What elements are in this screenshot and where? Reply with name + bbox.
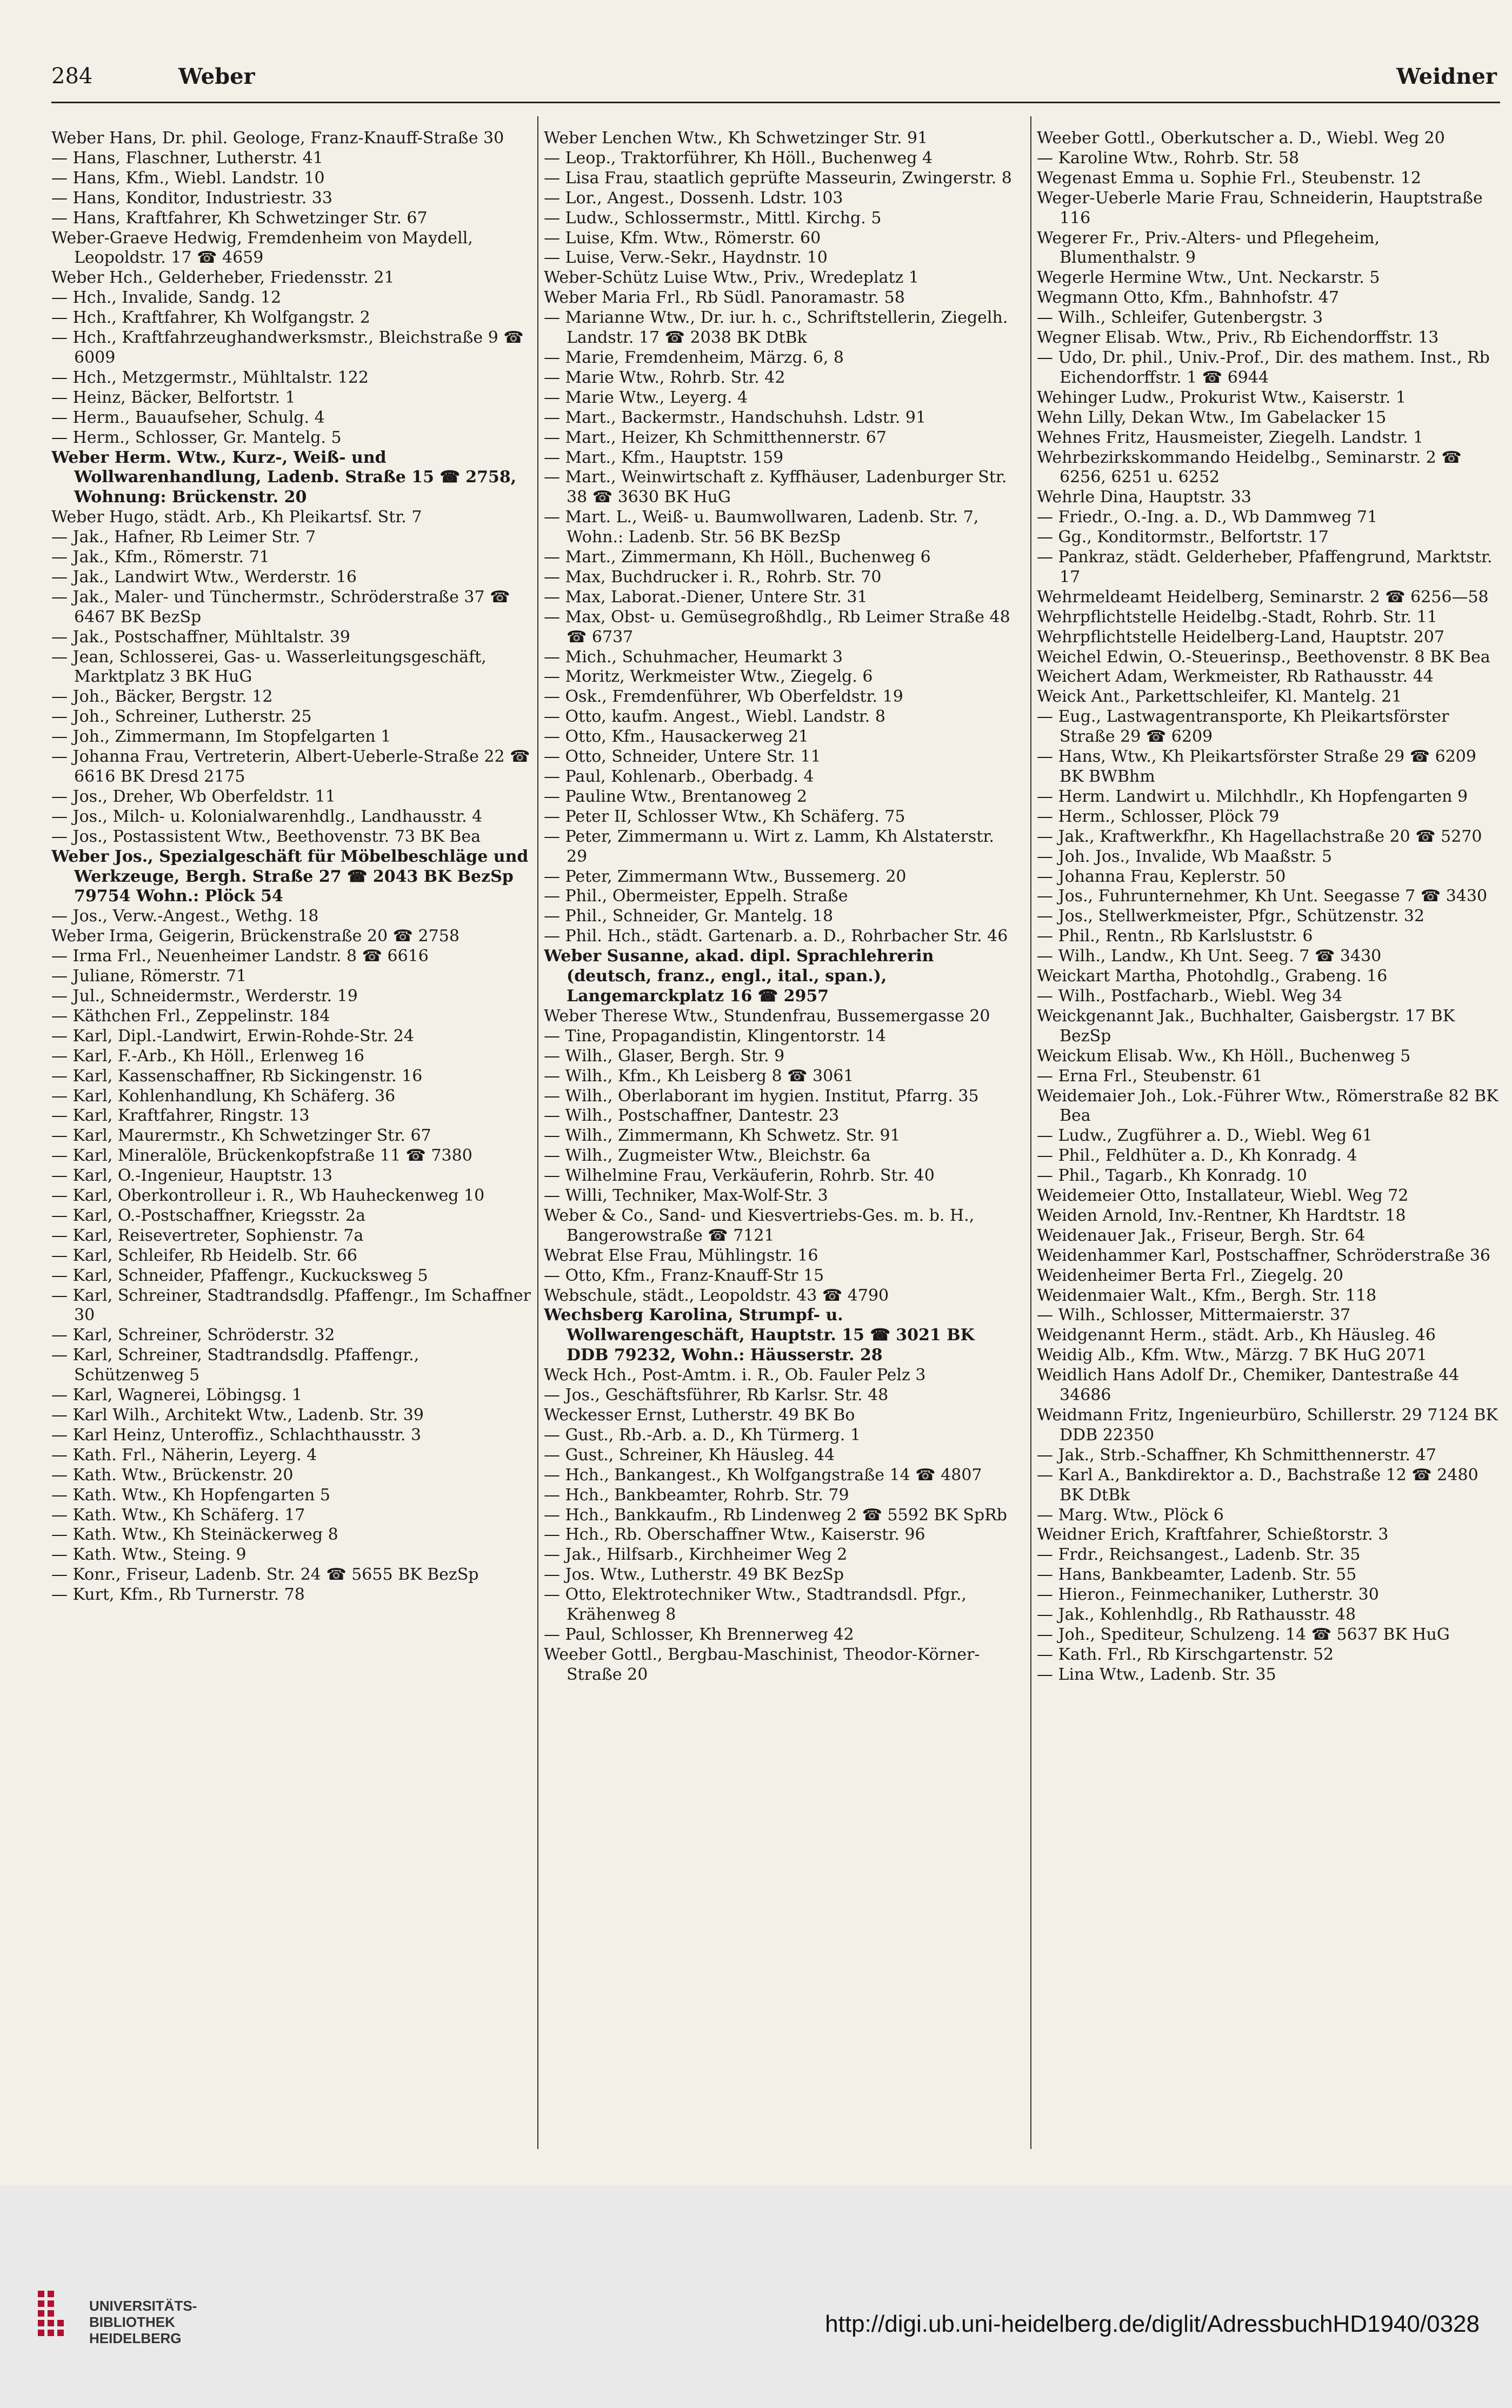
directory-entry: — Wilh., Schlosser, Mittermaierstr. 37	[1037, 1306, 1351, 1325]
page-header	[0, 64, 1512, 102]
directory-entry: — Phil. Hch., städt. Gartenarb. a. D., Rohrbacher Str. 46	[544, 927, 1008, 946]
directory-entry: — Luise, Verw.-Sekr., Haydnstr. 10	[544, 248, 828, 268]
library-line-1: UNIVERSITÄTS-	[89, 2298, 197, 2314]
directory-entry: — Jos., Geschäftsführer, Rb Karlsr. Str. 48	[544, 1386, 889, 1405]
directory-entry: Wehrpflichtstelle Heidelbg.-Stadt, Rohrb. Str. 11	[1037, 607, 1437, 627]
directory-entry: — Käthchen Frl., Zeppelinstr. 184	[51, 1006, 330, 1026]
directory-entry: — Jak., Kfm., Römerstr. 71	[51, 548, 270, 567]
directory-entry: — Jos., Dreher, Wb Oberfeldstr. 11	[51, 787, 336, 806]
directory-entry: — Paul, Schlosser, Kh Brennerweg 42	[544, 1625, 854, 1644]
directory-entry: Wehnes Fritz, Hausmeister, Ziegelh. Landstr. 1	[1037, 428, 1424, 447]
page-number: 284	[51, 64, 93, 89]
directory-entry: — Karl, Kassenschaffner, Rb Sickingenstr. 16	[51, 1066, 423, 1086]
source-url[interactable]: http://digi.ub.uni-heidelberg.de/diglit/AdressbuchHD1940/0328	[825, 2311, 1480, 2337]
directory-entry: — Wilh., Glaser, Bergh. Str. 9	[544, 1046, 785, 1066]
directory-entry: Wegerle Hermine Wtw., Unt. Neckarstr. 5	[1037, 268, 1380, 288]
directory-entry: — Wilh., Postschaffner, Dantestr. 23	[544, 1106, 840, 1126]
footer-bar	[0, 2185, 1512, 2408]
directory-entry: — Osk., Fremdenführer, Wb Oberfeldstr. 19	[544, 687, 903, 707]
directory-entry: — Hch., Invalide, Sandg. 12	[51, 288, 282, 308]
directory-entry: Weckesser Ernst, Lutherstr. 49 BK Bo	[544, 1406, 855, 1425]
directory-entry: Weichel Edwin, O.-Steuerinsp., Beethovenstr. 8 BK Bea	[1037, 647, 1490, 667]
directory-entry: Weger-Ueberle Marie Frau, Schneiderin, Hauptstraße 116	[1037, 188, 1483, 228]
directory-entry: Webrat Else Frau, Mühlingstr. 16	[544, 1246, 818, 1265]
library-name	[89, 2298, 197, 2346]
directory-entry: — Lor., Angest., Dossenh. Ldstr. 103	[544, 188, 843, 208]
directory-entry: — Kurt, Kfm., Rb Turnerstr. 78	[51, 1585, 305, 1605]
directory-entry: Wegenast Emma u. Sophie Frl., Steubenstr. 12	[1037, 168, 1421, 188]
header-rule	[51, 102, 1500, 103]
directory-entry: — Joh., Zimmermann, Im Stopfelgarten 1	[51, 727, 391, 747]
directory-entry: — Gg., Konditormstr., Belfortstr. 17	[1037, 528, 1329, 547]
directory-entry: — Hch., Bankangest., Kh Wolfgangstraße 14 ☎ 4807	[544, 1465, 982, 1485]
directory-entry: Wegerer Fr., Priv.-Alters- und Pflegeheim, Blumenthalstr. 9	[1037, 228, 1380, 268]
directory-entry: — Karl A., Bankdirektor a. D., Bachstraße 12 ☎ 2480 BK DtBk	[1037, 1465, 1478, 1505]
directory-entry: — Jean, Schlosserei, Gas- u. Wasserleitungsgeschäft, Marktplatz 3 BK HuG	[51, 647, 487, 687]
directory-entry: — Karl, O.-Postschaffner, Kriegsstr. 2a	[51, 1206, 365, 1225]
directory-entry: — Jak., Kraftwerkfhr., Kh Hagellachstraße 20 ☎ 5270	[1037, 827, 1482, 846]
directory-entry: — Phil., Rentn., Rb Karlsluststr. 6	[1037, 927, 1313, 946]
directory-entry: — Erna Frl., Steubenstr. 61	[1037, 1066, 1263, 1086]
directory-entry: — Mart. L., Weiß- u. Baumwollwaren, Ladenb. Str. 7, Wohn.: Ladenb. Str. 56 BK BezSp	[544, 508, 979, 547]
directory-entry: — Jos., Postassistent Wtw., Beethovenstr. 73 BK Bea	[51, 827, 481, 846]
directory-entry: — Jos., Verw.-Angest., Wethg. 18	[51, 907, 319, 926]
directory-entry: Weickum Elisab. Ww., Kh Höll., Buchenweg 5	[1037, 1046, 1411, 1066]
directory-entry: — Kath. Frl., Rb Kirschgartenstr. 52	[1037, 1645, 1334, 1664]
directory-entry: — Karl, Kohlenhandlung, Kh Schäferg. 36	[51, 1086, 396, 1106]
directory-entry: — Karl, Oberkontrolleur i. R., Wb Hauheckenweg 10	[51, 1186, 485, 1206]
directory-entry: — Jak., Kohlenhdlg., Rb Rathausstr. 48	[1037, 1605, 1356, 1625]
directory-entry: Weeber Gottl., Oberkutscher a. D., Wiebl. Weg 20	[1037, 129, 1445, 148]
directory-entry: — Karl, Schleifer, Rb Heidelb. Str. 66	[51, 1246, 358, 1265]
directory-entry: — Mart., Kfm., Hauptstr. 159	[544, 448, 784, 467]
directory-entry: Weiden Arnold, Inv.-Rentner, Kh Hardtstr. 18	[1037, 1206, 1406, 1225]
directory-column-1	[51, 129, 532, 2140]
directory-entry: — Johanna Frau, Vertreterin, Albert-Ueberle-Straße 22 ☎ 6616 BK Dresd 2175	[51, 747, 530, 786]
directory-entry: — Hch., Kraftfahrzeughandwerksmstr., Bleichstraße 9 ☎ 6009	[51, 328, 524, 367]
directory-entry: — Phil., Tagarb., Kh Konradg. 10	[1037, 1166, 1307, 1186]
directory-entry: — Otto, Kfm., Hausackerweg 21	[544, 727, 809, 747]
directory-entry: — Karl, Dipl.-Landwirt, Erwin-Rohde-Str. 24	[51, 1026, 414, 1046]
directory-entry: — Otto, Kfm., Franz-Knauff-Str 15	[544, 1266, 824, 1285]
directory-entry: — Karl Wilh., Architekt Wtw., Ladenb. Str. 39	[51, 1406, 424, 1425]
directory-entry: Weidner Erich, Kraftfahrer, Schießtorstr. 3	[1037, 1525, 1389, 1545]
directory-entry: Webschule, städt., Leopoldstr. 43 ☎ 4790	[544, 1286, 889, 1305]
directory-entry: Weber Hugo, städt. Arb., Kh Pleikartsf. Str. 7	[51, 508, 422, 527]
directory-entry: Weick Ant., Parkettschleifer, Kl. Mantelg. 21	[1037, 687, 1402, 707]
directory-entry: — Karl, Wagnerei, Löbingsg. 1	[51, 1386, 303, 1405]
directory-column-3	[1037, 129, 1502, 2140]
directory-entry: — Herm., Schlosser, Gr. Mantelg. 5	[51, 428, 342, 447]
directory-entry: — Hans, Flaschner, Lutherstr. 41	[51, 148, 323, 168]
directory-entry: Weber Herm. Wtw., Kurz-, Weiß- und Wollwarenhandlung, Ladenb. Straße 15 ☎ 2758, Wohnung: Brückenstr. 20	[51, 448, 517, 507]
directory-entry: — Max, Laborat.-Diener, Untere Str. 31	[544, 587, 868, 607]
directory-entry: — Wilh., Postfacharb., Wiebl. Weg 34	[1037, 986, 1343, 1006]
directory-entry: — Wilh., Zimmermann, Kh Schwetz. Str. 91	[544, 1126, 901, 1146]
directory-entry: — Jak., Landwirt Wtw., Werderstr. 16	[51, 567, 357, 587]
directory-entry: — Jos., Fuhrunternehmer, Kh Unt. Seegasse 7 ☎ 3430	[1037, 887, 1488, 906]
directory-entry: Weber Hch., Gelderheber, Friedensstr. 21	[51, 268, 395, 288]
directory-entry: — Hch., Metzgermstr., Mühltalstr. 122	[51, 368, 369, 387]
directory-entry: Wegner Elisab. Wtw., Priv., Rb Eichendorffstr. 13	[1037, 328, 1439, 348]
right-running-heading: Weidner	[1396, 64, 1497, 89]
directory-entry: — Hans, Kfm., Wiebl. Landstr. 10	[51, 168, 325, 188]
directory-entry: — Mart., Zimmermann, Kh Höll., Buchenweg 6	[544, 548, 931, 567]
directory-entry: — Max, Obst- u. Gemüsegroßhdlg., Rb Leimer Straße 48 ☎ 6737	[544, 607, 1010, 647]
directory-entry: — Karl, Mineralöle, Brückenkopfstraße 11 ☎ 7380	[51, 1146, 472, 1166]
directory-entry: — Karl, Schneider, Pfaffengr., Kuckucksweg 5	[51, 1266, 428, 1285]
directory-entry: — Gust., Schreiner, Kh Häusleg. 44	[544, 1445, 835, 1465]
directory-entry: Weickgenannt Jak., Buchhalter, Gaisbergstr. 17 BK BezSp	[1037, 1006, 1455, 1046]
directory-entry: — Ludw., Zugführer a. D., Wiebl. Weg 61	[1037, 1126, 1373, 1146]
directory-entry: Wehrbezirkskommando Heidelbg., Seminarstr. 2 ☎ 6256, 6251 u. 6252	[1037, 448, 1462, 487]
directory-entry: — Herm. Landwirt u. Milchhdlr., Kh Hopfengarten 9	[1037, 787, 1468, 806]
directory-entry: — Hch., Kraftfahrer, Kh Wolfgangstr. 2	[51, 308, 370, 328]
directory-entry: — Leop., Traktorführer, Kh Höll., Buchenweg 4	[544, 148, 933, 168]
directory-entry: — Phil., Schneider, Gr. Mantelg. 18	[544, 907, 834, 926]
directory-entry: — Marie, Fremdenheim, Märzg. 6, 8	[544, 348, 844, 367]
directory-entry: — Paul, Kohlenarb., Oberbadg. 4	[544, 767, 814, 786]
directory-column-2	[544, 129, 1020, 2140]
directory-entry: Weickart Martha, Photohdlg., Grabeng. 16	[1037, 967, 1388, 986]
directory-entry: — Hieron., Feinmechaniker, Lutherstr. 30	[1037, 1585, 1379, 1605]
directory-entry: Weidemaier Joh., Lok.-Führer Wtw., Römerstraße 82 BK Bea	[1037, 1086, 1498, 1126]
directory-entry: — Eug., Lastwagentransporte, Kh Pleikartsförster Straße 29 ☎ 6209	[1037, 707, 1449, 747]
directory-entry: — Jak., Maler- und Tünchermstr., Schröderstraße 37 ☎ 6467 BK BezSp	[51, 587, 510, 627]
column-divider	[537, 116, 538, 2149]
directory-entry: — Mart., Weinwirtschaft z. Kyffhäuser, Ladenburger Str. 38 ☎ 3630 BK HuG	[544, 468, 1007, 507]
directory-entry: Wehn Lilly, Dekan Wtw., Im Gabelacker 15	[1037, 408, 1387, 427]
directory-entry: Wegmann Otto, Kfm., Bahnhofstr. 47	[1037, 288, 1340, 308]
directory-entry: — Kath. Frl., Näherin, Leyerg. 4	[51, 1445, 317, 1465]
directory-entry: — Irma Frl., Neuenheimer Landstr. 8 ☎ 6616	[51, 947, 429, 966]
directory-entry: — Karl, Kraftfahrer, Ringstr. 13	[51, 1106, 310, 1126]
directory-entry: — Karoline Wtw., Rohrb. Str. 58	[1037, 148, 1300, 168]
directory-entry: — Kath. Wtw., Brückenstr. 20	[51, 1465, 294, 1485]
directory-entry: — Jos. Wtw., Lutherstr. 49 BK BezSp	[544, 1565, 844, 1585]
directory-entry: Weidemeier Otto, Installateur, Wiebl. Weg 72	[1037, 1186, 1409, 1206]
directory-entry: Weber Susanne, akad. dipl. Sprachlehrerin (deutsch, franz., engl., ital., span.), Langemarckplatz 16 ☎ 2957	[544, 947, 934, 1006]
directory-entry: — Mich., Schuhmacher, Heumarkt 3	[544, 647, 843, 667]
directory-entry: — Hch., Rb. Oberschaffner Wtw., Kaiserstr. 96	[544, 1525, 925, 1545]
directory-entry: — Hans, Bankbeamter, Ladenb. Str. 55	[1037, 1565, 1357, 1585]
directory-entry: — Herm., Schlosser, Plöck 79	[1037, 807, 1280, 826]
directory-entry: — Otto, kaufm. Angest., Wiebl. Landstr. 8	[544, 707, 885, 727]
directory-entry: — Wilh., Kfm., Kh Leisberg 8 ☎ 3061	[544, 1066, 854, 1086]
directory-entry: — Kath. Wtw., Steing. 9	[51, 1545, 247, 1565]
directory-entry: — Otto, Elektrotechniker Wtw., Stadtrandsdl. Pfgr., Krähenweg 8	[544, 1585, 967, 1625]
directory-entry: — Luise, Kfm. Wtw., Römerstr. 60	[544, 228, 821, 248]
directory-entry: Weber-Schütz Luise Wtw., Priv., Wredeplatz 1	[544, 268, 919, 288]
directory-entry: — Karl, F.-Arb., Kh Höll., Erlenweg 16	[51, 1046, 365, 1066]
directory-entry: Weeber Gottl., Bergbau-Maschinist, Theodor-Körner-Straße 20	[544, 1645, 980, 1684]
library-logo-icon	[38, 2291, 64, 2345]
directory-entry: — Wilh., Landw., Kh Unt. Seeg. 7 ☎ 3430	[1037, 947, 1382, 966]
directory-entry: — Kath. Wtw., Kh Hopfengarten 5	[51, 1485, 330, 1505]
directory-entry: — Hch., Bankbeamter, Rohrb. Str. 79	[544, 1485, 849, 1505]
directory-entry: — Kath. Wtw., Kh Schäferg. 17	[51, 1505, 305, 1525]
directory-entry: — Marie Wtw., Leyerg. 4	[544, 388, 748, 407]
directory-entry: — Peter, Zimmermann u. Wirt z. Lamm, Kh Alstaterstr. 29	[544, 827, 994, 866]
directory-entry: — Gust., Rb.-Arb. a. D., Kh Türmerg. 1	[544, 1425, 861, 1445]
directory-entry: Weber Jos., Spezialgeschäft für Möbelbeschläge und Werkzeuge, Bergh. Straße 27 ☎ 2043 BK BezSp 79754 Wohn.: Plöck 54	[51, 847, 529, 906]
directory-entry: — Hans, Kraftfahrer, Kh Schwetzinger Str. 67	[51, 208, 428, 228]
directory-entry: Weidenheimer Berta Frl., Ziegelg. 20	[1037, 1266, 1343, 1285]
directory-entry: — Karl, Maurermstr., Kh Schwetzinger Str. 67	[51, 1126, 431, 1146]
directory-entry: — Karl, Schreiner, Schröderstr. 32	[51, 1326, 335, 1345]
directory-entry: — Willi, Techniker, Max-Wolf-Str. 3	[544, 1186, 828, 1206]
library-line-2: BIBLIOTHEK	[89, 2314, 175, 2330]
directory-entry: — Udo, Dr. phil., Univ.-Prof., Dir. des mathem. Inst., Rb Eichendorffstr. 1 ☎ 6944	[1037, 348, 1490, 387]
directory-entry: Weidmann Fritz, Ingenieurbüro, Schillerstr. 29 7124 BK DDB 22350	[1037, 1406, 1498, 1445]
directory-entry: Weidenmaier Walt., Kfm., Bergh. Str. 118	[1037, 1286, 1377, 1305]
directory-entry: Weber Maria Frl., Rb Südl. Panoramastr. 58	[544, 288, 905, 308]
directory-entry: — Pauline Wtw., Brentanoweg 2	[544, 787, 808, 806]
directory-entry: Wechsberg Karolina, Strumpf- u. Wollwarengeschäft, Hauptstr. 15 ☎ 3021 BK DDB 79232, Wohn.: Häusserstr. 28	[544, 1306, 975, 1365]
directory-entry: — Marie Wtw., Rohrb. Str. 42	[544, 368, 785, 387]
directory-entry: — Jos., Milch- u. Kolonialwarenhdlg., Landhausstr. 4	[51, 807, 483, 826]
directory-entry: — Joh., Schreiner, Lutherstr. 25	[51, 707, 312, 727]
directory-entry: Weck Hch., Post-Amtm. i. R., Ob. Fauler Pelz 3	[544, 1366, 926, 1385]
directory-entry: Weidgenannt Herm., städt. Arb., Kh Häusleg. 46	[1037, 1326, 1436, 1345]
directory-entry: Weber Therese Wtw., Stundenfrau, Bussemergasse 20	[544, 1006, 990, 1026]
directory-entry: — Otto, Schneider, Untere Str. 11	[544, 747, 821, 767]
directory-entry: — Jak., Postschaffner, Mühltalstr. 39	[51, 627, 350, 647]
directory-entry: — Ludw., Schlossermstr., Mittl. Kirchg. 5	[544, 208, 882, 228]
directory-entry: Weichert Adam, Werkmeister, Rb Rathausstr. 44	[1037, 667, 1434, 687]
directory-entry: — Hans, Wtw., Kh Pleikartsförster Straße 29 ☎ 6209 BK BWBhm	[1037, 747, 1476, 786]
directory-entry: — Jul., Schneidermstr., Werderstr. 19	[51, 986, 358, 1006]
directory-entry: — Pankraz, städt. Gelderheber, Pfaffengrund, Marktstr. 17	[1037, 548, 1493, 587]
directory-entry: — Marianne Wtw., Dr. iur. h. c., Schriftstellerin, Ziegelh. Landstr. 17 ☎ 2038 BK DtBk	[544, 308, 1008, 348]
directory-entry: — Lina Wtw., Ladenb. Str. 35	[1037, 1665, 1276, 1684]
directory-entry: — Heinz, Bäcker, Belfortstr. 1	[51, 388, 296, 407]
directory-entry: — Johanna Frau, Keplerstr. 50	[1037, 867, 1286, 886]
directory-entry: — Karl, Schreiner, Stadtrandsdlg. Pfaffengr., Im Schaffner 30	[51, 1286, 531, 1325]
directory-entry: — Tine, Propagandistin, Klingentorstr. 14	[544, 1026, 887, 1046]
directory-entry: — Joh. Jos., Invalide, Wb Maaßstr. 5	[1037, 847, 1333, 866]
directory-entry: — Joh., Spediteur, Schulzeng. 14 ☎ 5637 BK HuG	[1037, 1625, 1450, 1644]
directory-entry: — Phil., Obermeister, Eppelh. Straße	[544, 887, 848, 906]
directory-entry: Weidlich Hans Adolf Dr., Chemiker, Dantestraße 44 34686	[1037, 1366, 1460, 1405]
directory-entry: Wehrmeldeamt Heidelberg, Seminarstr. 2 ☎ 6256—58	[1037, 587, 1489, 607]
directory-entry: — Jos., Stellwerkmeister, Pfgr., Schützenstr. 32	[1037, 907, 1425, 926]
directory-entry: — Jak., Hafner, Rb Leimer Str. 7	[51, 528, 316, 547]
directory-entry: — Moritz, Werkmeister Wtw., Ziegelg. 6	[544, 667, 873, 687]
directory-entry: — Jak., Hilfsarb., Kirchheimer Weg 2	[544, 1545, 848, 1565]
directory-entry: — Wilh., Oberlaborant im hygien. Institut, Pfarrg. 35	[544, 1086, 979, 1106]
directory-entry: — Wilhelmine Frau, Verkäuferin, Rohrb. Str. 40	[544, 1166, 935, 1186]
left-running-heading: Weber	[178, 64, 255, 89]
directory-entry: — Konr., Friseur, Ladenb. Str. 24 ☎ 5655 BK BezSp	[51, 1565, 479, 1585]
directory-entry: Weber Hans, Dr. phil. Geologe, Franz-Knauff-Straße 30	[51, 129, 504, 148]
directory-entry: Weber & Co., Sand- und Kiesvertriebs-Ges. m. b. H., Bangerowstraße ☎ 7121	[544, 1206, 975, 1245]
directory-entry: — Juliane, Römerstr. 71	[51, 967, 247, 986]
directory-entry: — Wilh., Zugmeister Wtw., Bleichstr. 6a	[544, 1146, 871, 1166]
directory-entry: — Karl, O.-Ingenieur, Hauptstr. 13	[51, 1166, 332, 1186]
library-line-3: HEIDELBERG	[89, 2330, 182, 2346]
directory-entry: — Jak., Strb.-Schaffner, Kh Schmitthennerstr. 47	[1037, 1445, 1436, 1465]
directory-entry: — Kath. Wtw., Kh Steinäckerweg 8	[51, 1525, 338, 1545]
directory-entry: Wehrpflichtstelle Heidelberg-Land, Hauptstr. 207	[1037, 627, 1445, 647]
directory-entry: Weidenhammer Karl, Postschaffner, Schröderstraße 36	[1037, 1246, 1491, 1265]
directory-entry: — Mart., Heizer, Kh Schmitthennerstr. 67	[544, 428, 887, 447]
directory-entry: Weber-Graeve Hedwig, Fremdenheim von Maydell, Leopoldstr. 17 ☎ 4659	[51, 228, 473, 268]
directory-entry: — Peter II, Schlosser Wtw., Kh Schäferg. 75	[544, 807, 905, 826]
directory-entry: Weber Lenchen Wtw., Kh Schwetzinger Str. 91	[544, 129, 928, 148]
directory-entry: — Lisa Frau, staatlich geprüfte Masseurin, Zwingerstr. 8	[544, 168, 1012, 188]
directory-entry: — Karl, Schreiner, Stadtrandsdlg. Pfaffengr., Schützenweg 5	[51, 1346, 419, 1385]
directory-entry: — Hans, Konditor, Industriestr. 33	[51, 188, 332, 208]
directory-entry: — Herm., Bauaufseher, Schulg. 4	[51, 408, 325, 427]
directory-entry: Weidenauer Jak., Friseur, Bergh. Str. 64	[1037, 1226, 1366, 1245]
directory-entry: — Karl, Reisevertreter, Sophienstr. 7a	[51, 1226, 364, 1245]
directory-entry: — Frdr., Reichsangest., Ladenb. Str. 35	[1037, 1545, 1361, 1565]
directory-entry: Weidig Alb., Kfm. Wtw., Märzg. 7 BK HuG 2071	[1037, 1346, 1427, 1365]
directory-entry: Wehrle Dina, Hauptstr. 33	[1037, 488, 1251, 507]
directory-entry: — Mart., Backermstr., Handschuhsh. Ldstr. 91	[544, 408, 927, 427]
directory-entry: Weber Irma, Geigerin, Brückenstraße 20 ☎ 2758	[51, 927, 459, 946]
directory-entry: — Joh., Bäcker, Bergstr. 12	[51, 687, 273, 707]
directory-entry: — Max, Buchdrucker i. R., Rohrb. Str. 70	[544, 567, 882, 587]
column-divider	[1030, 116, 1031, 2149]
directory-entry: — Hch., Bankkaufm., Rb Lindenweg 2 ☎ 5592 BK SpRb	[544, 1505, 1007, 1525]
directory-entry: — Marg. Wtw., Plöck 6	[1037, 1505, 1224, 1525]
directory-entry: Wehinger Ludw., Prokurist Wtw., Kaiserstr. 1	[1037, 388, 1407, 407]
directory-entry: — Peter, Zimmermann Wtw., Bussemerg. 20	[544, 867, 907, 886]
directory-entry: — Karl Heinz, Unteroffiz., Schlachthausstr. 3	[51, 1425, 422, 1445]
directory-entry: — Phil., Feldhüter a. D., Kh Konradg. 4	[1037, 1146, 1357, 1166]
directory-entry: — Friedr., O.-Ing. a. D., Wb Dammweg 71	[1037, 508, 1378, 527]
directory-entry: — Wilh., Schleifer, Gutenbergstr. 3	[1037, 308, 1323, 328]
